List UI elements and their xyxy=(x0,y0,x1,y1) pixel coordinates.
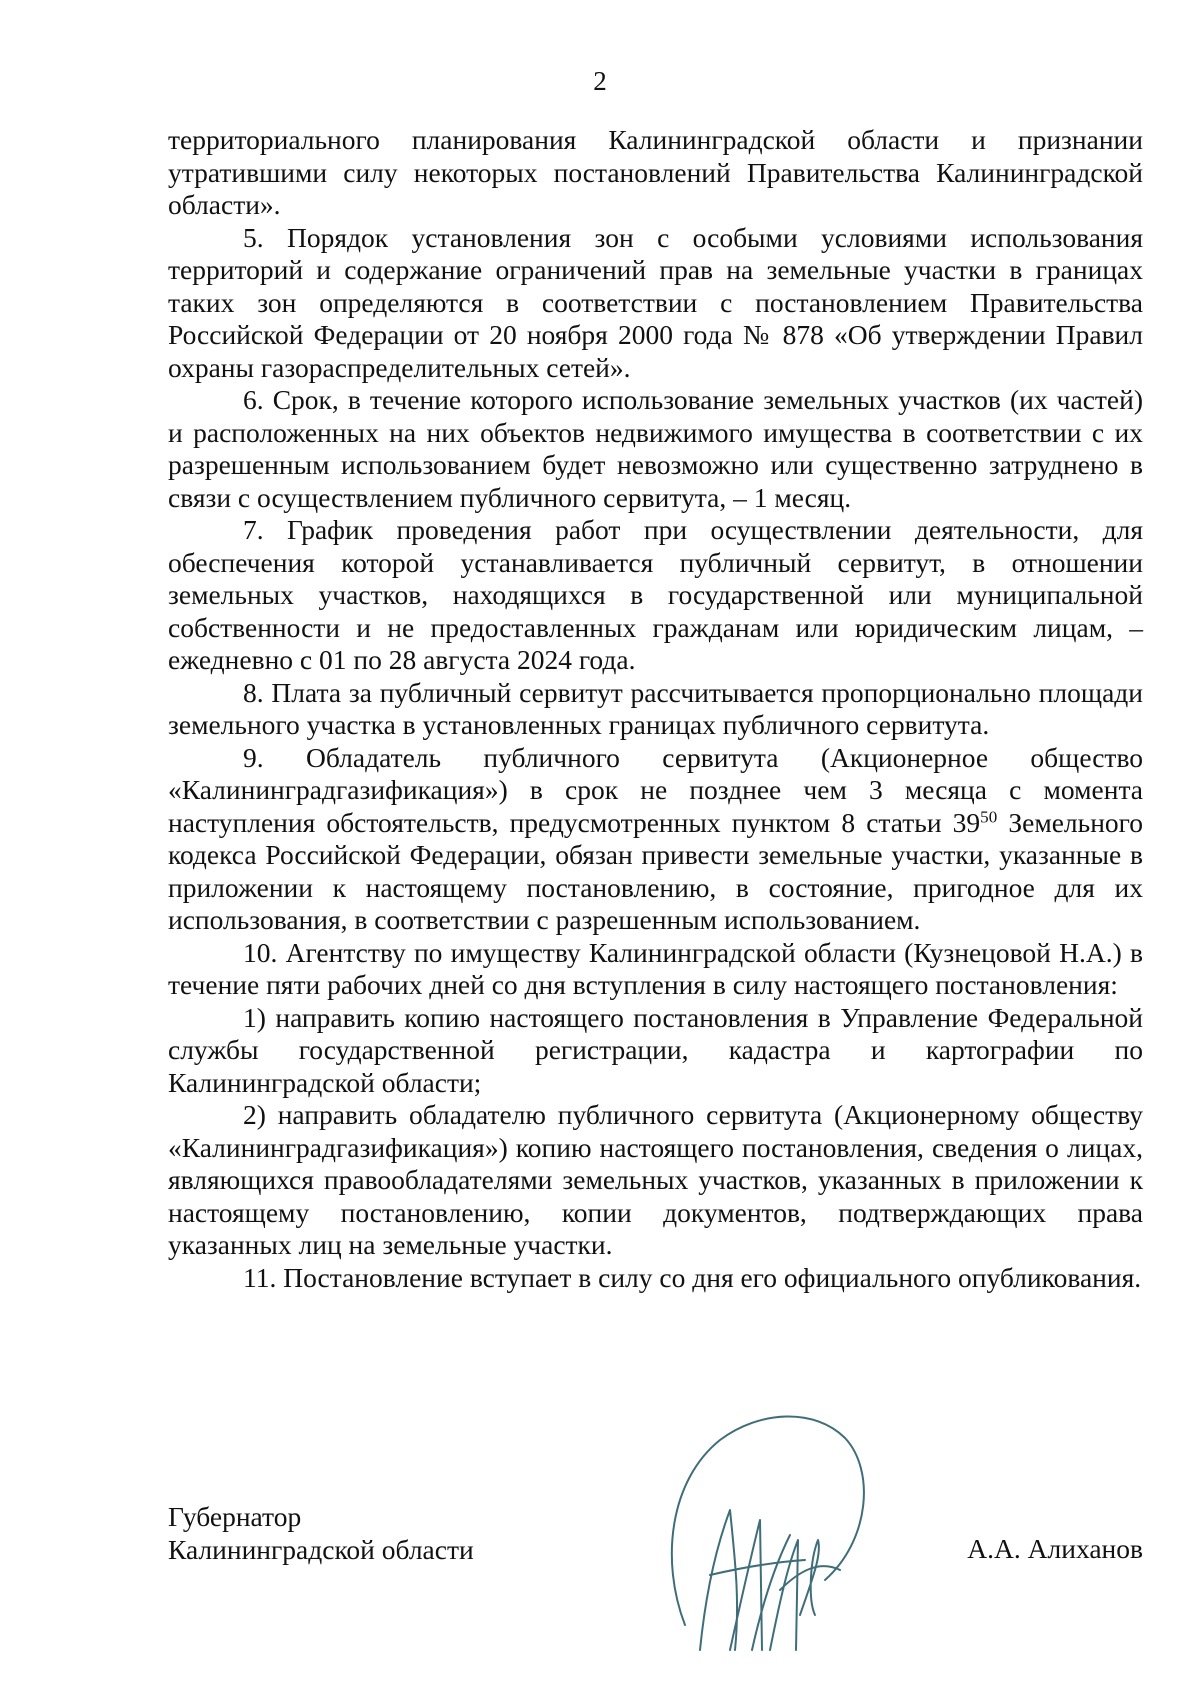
paragraph-7: 7. График проведения работ при осуществлении деятельности, для обеспечения которой устанавливается публичный сервитут, в отношении земельных участков, находящихся в государственной или муниципальной собственности и не предоставленных гражданам или юридическим лицам, – ежедневно с 01 по 28 августа 2024 года. xyxy=(168,514,1143,675)
paragraph-9 xyxy=(168,742,1143,937)
paragraph-11: 11. Постановление вступает в силу со дня его официального опубликования. xyxy=(243,1261,1142,1293)
page-number: 2 xyxy=(593,66,607,96)
paragraph-9-text-before: 9. Обладатель публичного сервитута (Акционерное общество «Калининградгазификация») в срок не позднее чем 3 месяца с момента наступления обстоятельств, предусмотренных пунктом 8 статьи 39 xyxy=(168,741,1143,838)
paragraph-6: 6. Срок, в течение которого использование земельных участков (их частей) и расположенных на них объектов недвижимого имущества в соответствии с их разрешенным использованием будет невозможно или существенно затруднено в связи с осуществлением публичного сервитута, – 1 месяц. xyxy=(168,384,1143,513)
paragraph-continuation: территориального планирования Калининградской области и признании утратившими силу некоторых постановлений Правительства Калининградской области». xyxy=(168,124,1143,220)
paragraph-10: 10. Агентству по имуществу Калининградской области (Кузнецовой Н.А.) в течение пяти рабочих дней со дня вступления в силу настоящего постановления: xyxy=(168,936,1143,1000)
paragraph-10-item-1: 1) направить копию настоящего постановления в Управление Федеральной службы государственной регистрации, кадастра и картографии по Калининградской области; xyxy=(168,1001,1143,1098)
signatory-position: Губернатор xyxy=(168,1501,302,1532)
handwritten-signature xyxy=(640,1400,900,1660)
article-superscript: 50 xyxy=(980,807,998,827)
document-body xyxy=(168,124,1143,1294)
signatory-region: Калининградской области xyxy=(168,1533,474,1565)
paragraph-5: 5. Порядок установления зон с особыми условиями использования территорий и содержание ограничений прав на земельные участки в границах таких зон определяются в соответствии с постановлением Правительства Российской Федерации от 20 ноября 2000 года № 878 «Об утверждении Правил охраны газораспределительных сетей». xyxy=(168,221,1143,383)
signatory-title xyxy=(168,1501,474,1566)
paragraph-9-text-after: Земельного кодекса Российской Федерации, обязан привести земельные участки, указанные в приложении к настоящему постановлению, в состояние, пригодное для их использования, в соответствии с разрешенным использованием. xyxy=(168,806,1144,935)
paragraph-8: 8. Плата за публичный сервитут рассчитывается пропорционально площади земельного участка в установленных границах публичного сервитута. xyxy=(168,676,1143,740)
paragraph-10-item-2: 2) направить обладателю публичного сервитута (Акционерному обществу «Калининградгазификация») копию настоящего постановления, сведения о лицах, являющихся правообладателями земельных участков, указанных в приложении к настоящему постановлению, копии документов, подтверждающих права указанных лиц на земельные участки. xyxy=(168,1099,1143,1260)
signatory-name: А.А. Алиханов xyxy=(967,1533,1143,1564)
